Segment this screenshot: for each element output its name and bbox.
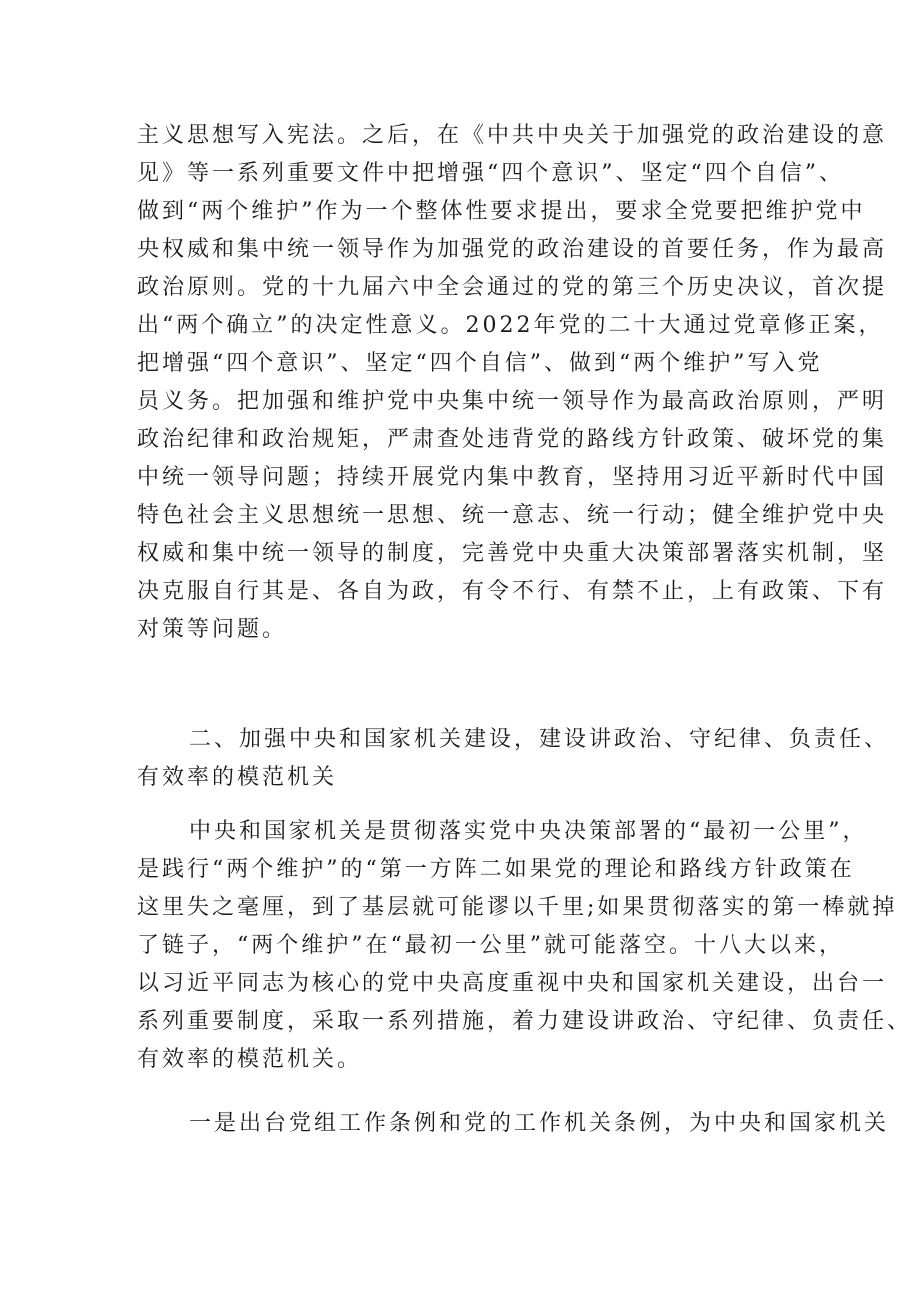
heading-line: 有效率的模范机关 [137,765,338,790]
paragraph-2 [137,813,913,1079]
paragraph-3 [137,1105,890,1143]
paragraph-line: 政治原则。党的十九届六中全会通过的党的第三个历史决议，首次提 [137,275,888,300]
paragraph-line: 一是出台党组工作条例和党的工作机关条例，为中央和国家机关 [189,1111,890,1136]
paragraph-line: 对策等问题。 [137,617,288,642]
paragraph-line: 中统一领导问题；持续开展党内集中教育，坚持用习近平新时代中国 [137,465,888,490]
paragraph-line: 权威和集中统一领导的制度，完善党中央重大决策部署落实机制，坚 [137,541,888,566]
paragraph-line: 中央和国家机关是贯彻落实党中央决策部署的“最初一公里”， [189,819,868,844]
paragraph-line: 央权威和集中统一领导作为加强党的政治建设的首要任务，作为最高 [137,237,888,262]
section-heading-2 [137,721,890,797]
paragraph-line: 系列重要制度，采取一系列措施，着力建设讲政治、守纪律、负责任、 [137,1009,913,1034]
paragraph-line: 了链子，“两个维护”在“最初一公里”就可能落空。十八大以来， [137,933,844,958]
paragraph-line: 出“两个确立”的决定性意义。2022年党的二十大通过党章修正案， [137,313,884,338]
paragraph-line: 特色社会主义思想统一思想、统一意志、统一行动；健全维护党中央 [137,503,888,528]
heading-line: 二、加强中央和国家机关建设，建设讲政治、守纪律、负责任、 [189,727,890,752]
paragraph-line: 政治纪律和政治规矩，严肃查处违背党的路线方针政策、破坏党的集 [137,427,888,452]
paragraph-line: 员义务。把加强和维护党中央集中统一领导作为最高政治原则，严明 [137,389,888,414]
paragraph-line: 有效率的模范机关。 [137,1047,363,1072]
paragraph-1 [137,117,888,649]
paragraph-line: 主义思想写入宪法。之后，在《中共中央关于加强党的政治建设的意 [137,123,888,148]
paragraph-line: 以习近平同志为核心的党中央高度重视中央和国家机关建设，出台一 [137,971,888,996]
paragraph-line: 这里失之毫厘，到了基层就可能谬以千里;如果贯彻落实的第一棒就掉 [137,895,898,920]
paragraph-line: 是践行“两个维护”的“第一方阵二如果党的理论和路线方针政策在 [137,857,855,882]
paragraph-line: 把增强“四个意识”、坚定“四个自信”、做到“两个维护”写入党 [137,351,823,376]
paragraph-line: 见》等一系列重要文件中把增强“四个意识”、坚定“四个自信”、 [137,161,844,186]
paragraph-line: 做到“两个维护”作为一个整体性要求提出，要求全党要把维护党中 [137,199,866,224]
paragraph-line: 决克服自行其是、各自为政，有令不行、有禁不止，上有政策、下有 [137,579,888,604]
